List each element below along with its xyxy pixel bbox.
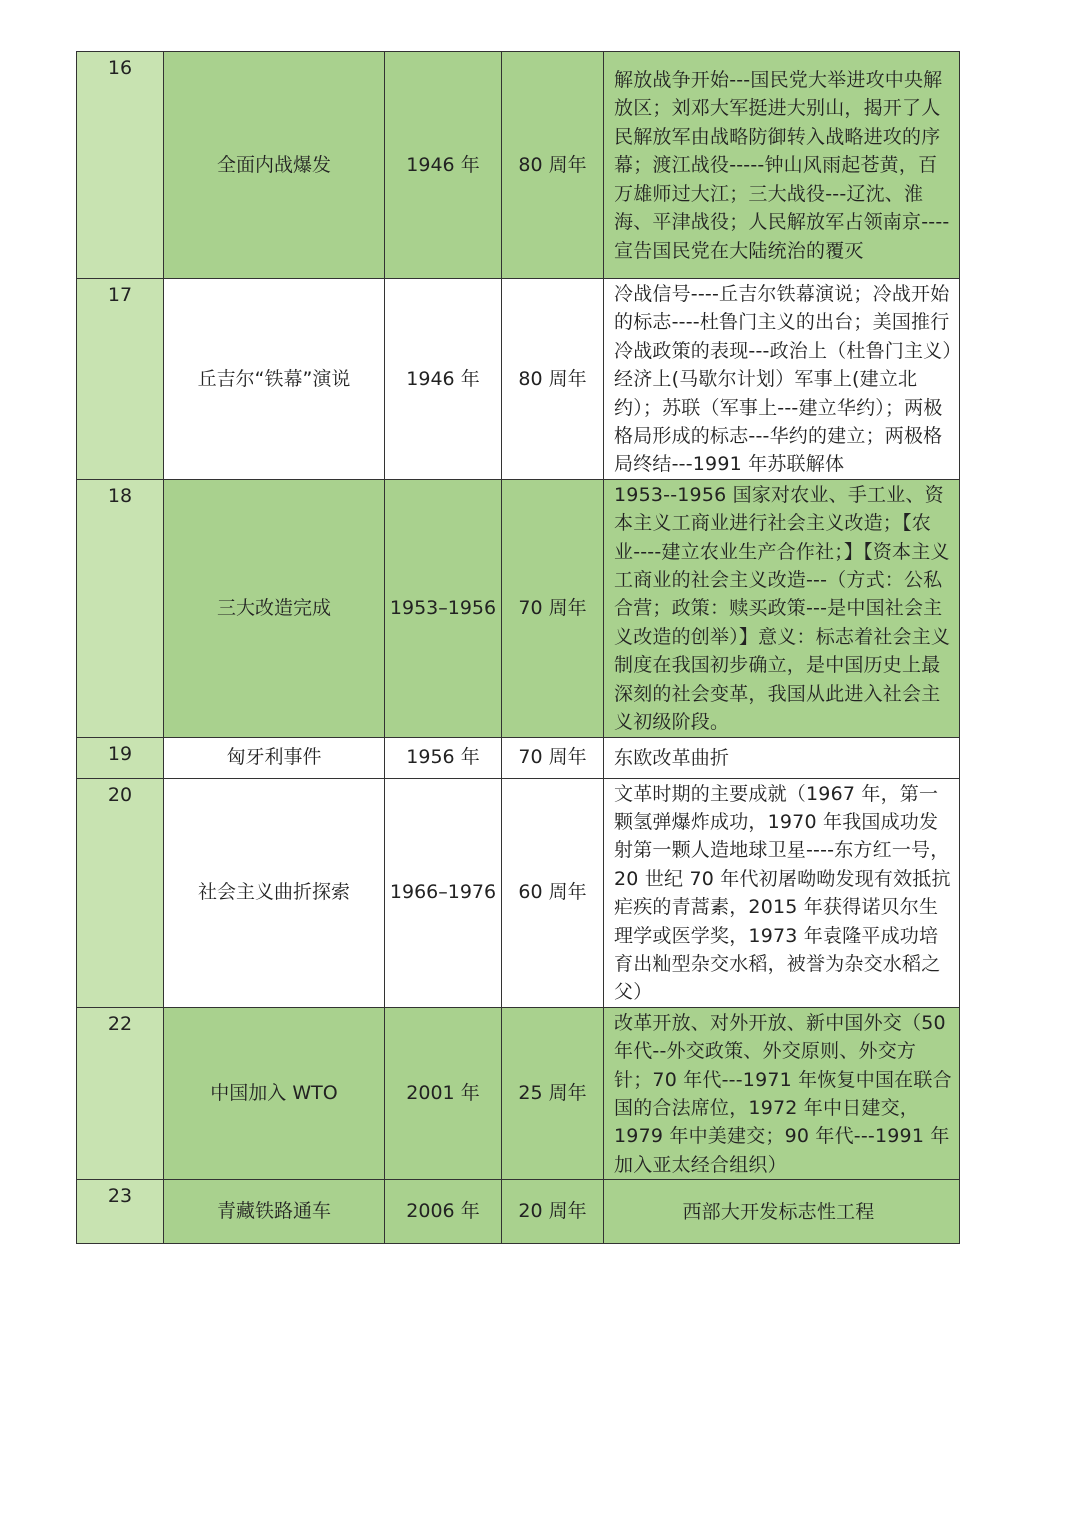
event-name: 丘吉尔“铁幕”演说	[164, 279, 385, 480]
anniversary: 60 周年	[502, 778, 604, 1007]
event-year: 2001 年	[385, 1007, 502, 1179]
event-description: 文革时期的主要成就（1967 年，第一颗氢弹爆炸成功，1970 年我国成功发射第一颗人造地球卫星----东方红一号，20 世纪 70 年代初屠呦呦发现有效抵抗疟疾的青蒿素，2015 年获得诺贝尔生理学或医学奖，1973 年袁隆平成功培育出籼型杂交水稻，被誉为杂交水稻之父）	[604, 778, 960, 1007]
history-table	[76, 51, 960, 1244]
event-year: 2006 年	[385, 1180, 502, 1244]
event-year: 1946 年	[385, 52, 502, 279]
table-row	[77, 778, 960, 1007]
event-year: 1956 年	[385, 737, 502, 778]
row-number: 17	[77, 279, 164, 480]
anniversary: 70 周年	[502, 737, 604, 778]
event-name: 社会主义曲折探索	[164, 778, 385, 1007]
table-row	[77, 1007, 960, 1179]
event-description: 西部大开发标志性工程	[604, 1180, 960, 1244]
event-description: 冷战信号----丘吉尔铁幕演说；冷战开始的标志----杜鲁门主义的出台；美国推行冷战政策的表现---政治上（杜鲁门主义）经济上(马歇尔计划）军事上(建立北约）；苏联（军事上---建立华约）；两极格局形成的标志---华约的建立；两极格局终结---1991 年苏联解体	[604, 279, 960, 480]
anniversary: 80 周年	[502, 279, 604, 480]
row-number: 18	[77, 479, 164, 737]
row-number: 19	[77, 737, 164, 778]
table-row	[77, 737, 960, 778]
row-number: 22	[77, 1007, 164, 1179]
anniversary: 80 周年	[502, 52, 604, 279]
event-description: 1953--1956 国家对农业、手工业、资本主义工商业进行社会主义改造；【农业----建立农业生产合作社；】【资本主义工商业的社会主义改造---（方式：公私合营；政策：赎买政策---是中国社会主义改造的创举）】意义：标志着社会主义制度在我国初步确立，是中国历史上最深刻的社会变革，我国从此进入社会主义初级阶段。	[604, 479, 960, 737]
row-number: 20	[77, 778, 164, 1007]
event-description: 改革开放、对外开放、新中国外交（50 年代--外交政策、外交原则、外交方针；70 年代---1971 年恢复中国在联合国的合法席位，1972 年中日建交，1979 年中美建交；90 年代---1991 年加入亚太经合组织）	[604, 1007, 960, 1179]
event-description: 东欧改革曲折	[604, 737, 960, 778]
anniversary: 70 周年	[502, 479, 604, 737]
event-name: 全面内战爆发	[164, 52, 385, 279]
row-number: 16	[77, 52, 164, 279]
table-row	[77, 1180, 960, 1244]
event-name: 三大改造完成	[164, 479, 385, 737]
event-name: 匈牙利事件	[164, 737, 385, 778]
table-row	[77, 479, 960, 737]
event-year: 1946 年	[385, 279, 502, 480]
row-number: 23	[77, 1180, 164, 1244]
event-year: 1966–1976	[385, 778, 502, 1007]
event-year: 1953–1956	[385, 479, 502, 737]
table-row	[77, 279, 960, 480]
event-description: 解放战争开始---国民党大举进攻中央解放区；刘邓大军挺进大别山，揭开了人民解放军由战略防御转入战略进攻的序幕；渡江战役-----钟山风雨起苍黄，百万雄师过大江；三大战役---辽沈、淮海、平津战役；人民解放军占领南京----宣告国民党在大陆统治的覆灭	[604, 52, 960, 279]
event-name: 中国加入 WTO	[164, 1007, 385, 1179]
table-row	[77, 52, 960, 279]
anniversary: 20 周年	[502, 1180, 604, 1244]
event-name: 青藏铁路通车	[164, 1180, 385, 1244]
anniversary: 25 周年	[502, 1007, 604, 1179]
